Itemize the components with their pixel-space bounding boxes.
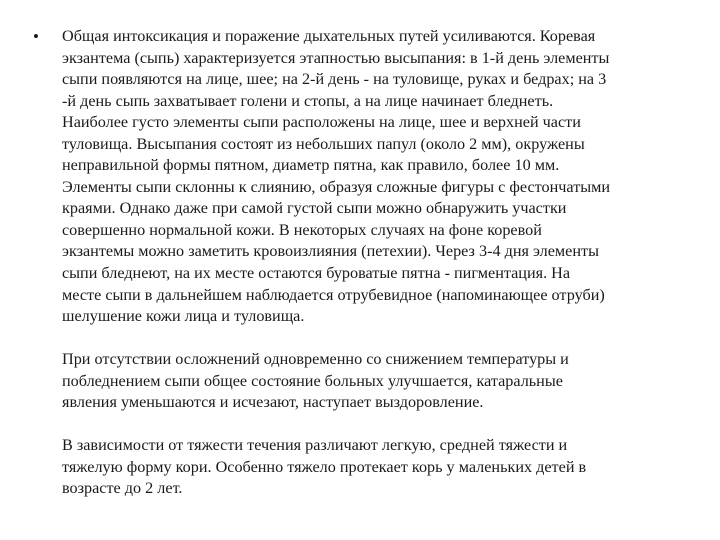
- text-body: [62, 26, 674, 500]
- text-line: неправильной формы пятном, диаметр пятна, как правило, более 10 мм.: [62, 156, 560, 175]
- bullet-marker: •: [33, 27, 39, 46]
- text-line: совершенно нормальной кожи. В некоторых случаях на фоне коревой: [62, 220, 542, 239]
- text-line: экзантемы можно заметить кровоизлияния (петехии). Через 3-4 дня элементы: [62, 242, 599, 261]
- text-line: Наиболее густо элементы сыпи расположены на лице, шее и верхней части: [62, 113, 581, 132]
- text-line: Элементы сыпи склонны к слиянию, образуя сложные фигуры с фестончатыми: [62, 177, 611, 196]
- text-line: сыпи бледнеют, на их месте остаются буроватые пятна - пигментация. На: [62, 264, 571, 283]
- text-line: туловища. Высыпания состоят из небольших папул (около 2 мм), окружены: [62, 134, 585, 153]
- text-line: явления уменьшаются и исчезают, наступает выздоровление.: [62, 393, 484, 412]
- text-line: возрасте до 2 лет.: [62, 479, 183, 498]
- text-line: тяжелую форму кори. Особенно тяжело протекает корь у маленьких детей в: [62, 457, 587, 476]
- text-line: шелушение кожи лица и туловища.: [62, 307, 305, 326]
- paragraph-severity: [62, 435, 674, 500]
- text-line: При отсутствии осложнений одновременно со снижением температуры и: [62, 350, 569, 369]
- text-line: экзантема (сыпь) характеризуется этапностью высыпания: в 1-й день элементы: [62, 48, 610, 67]
- text-line: Общая интоксикация и поражение дыхательных путей усиливаются. Коревая: [62, 27, 596, 45]
- text-line: краями. Однако даже при самой густой сыпи можно обнаружить участки: [62, 199, 567, 218]
- text-line: сыпи появляются на лице, шее; на 2-й день - на туловище, руках и бедрах; на 3: [62, 70, 607, 89]
- paragraph-recovery: [62, 349, 674, 414]
- text-line: побледнением сыпи общее состояние больных улучшается, катаральные: [62, 371, 563, 390]
- text-line: В зависимости от тяжести течения различают легкую, средней тяжести и: [62, 436, 568, 455]
- text-line: месте сыпи в дальнейшем наблюдается отрубевидное (напоминающее отруби): [62, 285, 605, 304]
- paragraph-rash-description: [62, 26, 674, 328]
- text-line: -й день сыпь захватывает голени и стопы, а на лице начинает бледнеть.: [62, 91, 554, 110]
